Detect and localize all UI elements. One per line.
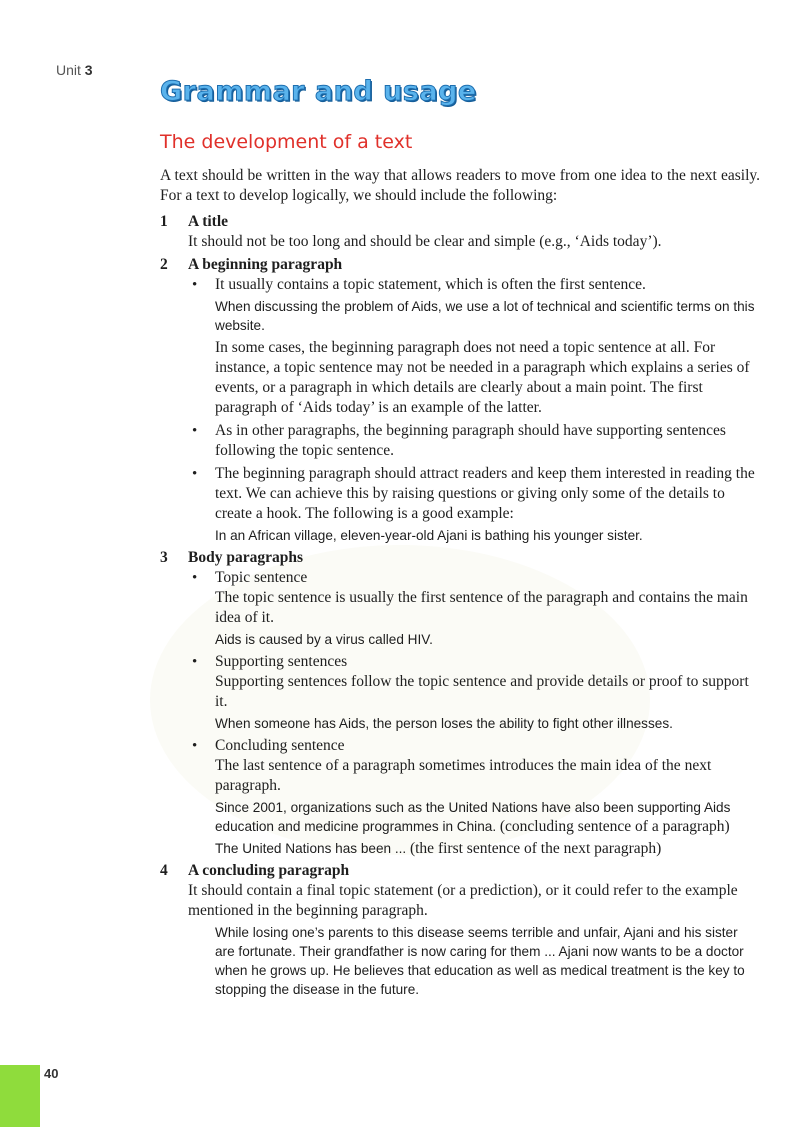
example-text: The United Nations has been ... (the first sentence of the next paragraph) — [215, 840, 662, 857]
bullet-text: As in other paragraphs, the beginning paragraph should have supporting sentences following the topic sentence. — [215, 422, 726, 459]
bullet-text: It usually contains a topic statement, which is often the first sentence. — [215, 276, 646, 293]
main-content — [160, 166, 760, 1002]
bullet-text: The beginning paragraph should attract readers and keep them interested in reading the text. We can achieve this by raising questions or giving only some of the details to create a hook. The following is a good example: — [215, 465, 755, 522]
item-text: It should not be too long and should be clear and simple (e.g., ‘Aids today’). — [188, 233, 662, 250]
example-text: While losing one’s parents to this disease seems terrible and unfair, Ajani and his sister are fortunate. Their grandfather is now caring for them ... Ajani now wants to be a doctor when he grows up. He believes that education as well as medical treatment is the key to stopping the disease in the future. — [215, 925, 745, 997]
list-item-body-paragraphs — [160, 548, 760, 858]
item-number: 4 — [160, 862, 168, 879]
bullet-extra-text: In some cases, the beginning paragraph does not need a topic sentence at all. For instance, a topic sentence may not be needed in a paragraph which explains a series of events, or a paragraph in which details are clearly about a main point. The first paragraph of ‘Aids today’ is an example of the latter. — [215, 339, 750, 416]
unit-label: Unit 3 — [56, 62, 93, 78]
list-item-beginning-paragraph — [160, 255, 760, 545]
example-text: When discussing the problem of Aids, we use a lot of technical and scientific terms on this website. — [215, 299, 755, 333]
bullet-item — [188, 568, 760, 649]
bullet-desc: The last sentence of a paragraph sometimes introduces the main idea of the next paragraph. — [215, 757, 712, 794]
bullet-dot: • — [192, 738, 198, 754]
example-text: When someone has Aids, the person loses the ability to fight other illnesses. — [215, 716, 673, 731]
intro-paragraph: A text should be written in the way that allows readers to move from one idea to the next easily. For a text to develop logically, we should include the following: — [160, 167, 760, 204]
item-heading: Body paragraphs — [188, 549, 303, 566]
list-item-title — [160, 212, 760, 252]
bullet-item — [188, 421, 760, 461]
bullet-desc: Supporting sentences follow the topic sentence and provide details or proof to support it. — [215, 673, 749, 710]
item-heading: A concluding paragraph — [188, 862, 350, 879]
example-note: (concluding sentence of a paragraph) — [499, 818, 730, 835]
page-tab-marker — [0, 1065, 40, 1127]
item-number: 3 — [160, 549, 168, 566]
bullet-dot: • — [192, 277, 198, 293]
bullet-item — [188, 275, 760, 418]
bullet-dot: • — [192, 466, 198, 482]
item-heading: A title — [188, 213, 229, 230]
item-heading: A beginning paragraph — [188, 256, 343, 273]
item-text: It should contain a final topic statement (or a prediction), or it could refer to the example mentioned in the beginning paragraph. — [188, 882, 738, 919]
bullet-text: Concluding sentence — [215, 737, 345, 754]
bullet-item — [188, 736, 760, 858]
item-number: 1 — [160, 213, 168, 230]
bullet-desc: The topic sentence is usually the first sentence of the paragraph and contains the main idea of it. — [215, 589, 748, 626]
example-text: Aids is caused by a virus called HIV. — [215, 632, 433, 647]
page-title: Grammar and usage — [160, 76, 477, 107]
bullet-dot: • — [192, 654, 198, 670]
example-text: Since 2001, organizations such as the United Nations have also been supporting Aids education and medicine programmes in China. (concluding sentence of a paragraph) — [215, 800, 731, 835]
unit-number: 3 — [84, 62, 93, 78]
bullet-text: Supporting sentences — [215, 653, 348, 670]
page-number: 40 — [44, 1066, 59, 1081]
section-subtitle: The development of a text — [160, 131, 413, 153]
bullet-text: Topic sentence — [215, 569, 308, 586]
bullet-dot: • — [192, 423, 198, 439]
bullet-item — [188, 652, 760, 733]
example-text: In an African village, eleven-year-old Ajani is bathing his younger sister. — [215, 528, 643, 543]
bullet-item — [188, 464, 760, 545]
list-item-concluding-paragraph — [160, 861, 760, 999]
item-number: 2 — [160, 256, 168, 273]
bullet-dot: • — [192, 570, 198, 586]
example-note: (the first sentence of the next paragraph) — [409, 840, 662, 857]
